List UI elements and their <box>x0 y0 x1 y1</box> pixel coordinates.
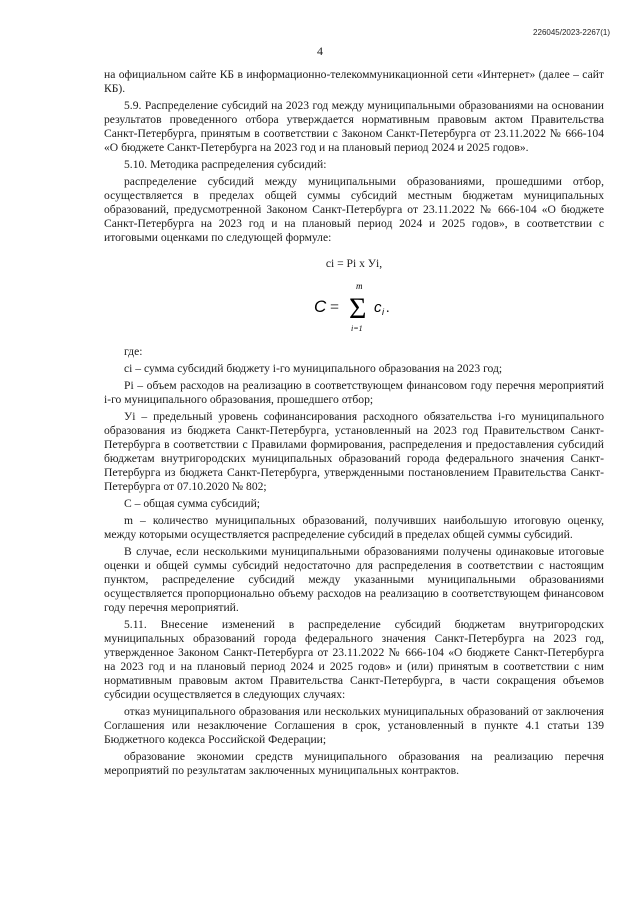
formula-ci: ci = Pi x Уi, <box>325 257 383 270</box>
paragraph-site-kb: на официальном сайте КБ в информационно-телекоммуникационной сети «Интернет» (далее – сайт КБ). <box>104 68 604 95</box>
paragraph-refusal: отказ муниципального образования или нескольких муниципальных образований от заключения Соглашения или незаключение Соглашения в срок, установленный в пункте 4.1 статьи 139 Бюджетного кодекса Российской Федерации; <box>104 705 604 746</box>
formula-equals: = <box>330 299 340 316</box>
page-number: 4 <box>317 44 323 58</box>
sum-formula-graphic <box>274 279 434 335</box>
paragraph-equal-scores: В случае, если несколькими муниципальными образованиями получены одинаковые итоговые оценки и общей суммы субсидий недостаточно для распределения в соответствии с настоящим пунктом, распределение субсидий между указанными муниципальными образованиями осуществляется пропорционально объему расходов на реализацию в соответствующем финансовом году перечня мероприятий. <box>104 545 604 614</box>
formula-sum <box>104 279 604 335</box>
paragraph-5-11: 5.11. Внесение изменений в распределение субсидий бюджетам внутригородских муниципальных образований города федерального значения Санкт-Петербурга на 2023 год, утвержденное Законом Санкт-Петербурга от 23.11.2022 № 666-104 «О бюджете Санкт-Петербурга на 2023 год и на плановый период 2024 и 2025 годов» и (или) принятым в соответствии с ним нормативным правовым актом Правительства Санкт-Петербурга, в части сокращения объемов субсидии осуществляется в следующих случаях: <box>104 618 604 701</box>
document-number: 226045/2023-2267(1) <box>533 28 610 37</box>
formula-term: c <box>374 299 382 316</box>
paragraph-methodology: распределение субсидий между муниципальными образованиями, прошедшими отбор, осуществляется в пределах общей суммы субсидий местным бюджетам муниципальных образований, предусмотренной Законом Санкт-Петербурга от 23.11.2022 № 666-104 «О бюджете Санкт-Петербурга на 2023 год и на плановый период 2024 и 2025 годов», в соответствии с итоговыми оценками по следующей формуле: <box>104 175 604 244</box>
formula-lower: i=1 <box>351 324 363 333</box>
definition-yi: Уi – предельный уровень софинансирования расходного обязательства i-го муниципального образования из бюджета Санкт-Петербурга, установленный на 2023 год Правительством Санкт-Петербурга в соответствии с Правилами формирования, распределения и предоставления субсидий бюджетам внутригородских муниципальных образований города федерального значения Санкт-Петербурга из бюджета Санкт-Петербурга, утвержденными постановлением Правительства Санкт-Петербурга от 07.10.2020 № 802; <box>104 410 604 493</box>
definition-ci: ci – сумма субсидий бюджету i-го муниципального образования на 2023 год; <box>124 362 503 375</box>
definition-pi: Pi – объем расходов на реализацию в соответствующем финансовом году перечня мероприятий i-го муниципального образования, прошедшего отбор; <box>104 379 604 406</box>
formula-tail: . <box>386 301 390 316</box>
definition-m: m – количество муниципальных образований, получивших наибольшую итоговую оценку, между которыми осуществляется распределение субсидий в пределах общей суммы субсидий. <box>104 514 604 541</box>
formula-upper: m <box>356 281 363 291</box>
formula-lhs: C <box>314 297 327 316</box>
paragraph-5-10-heading: 5.10. Методика распределения субсидий: <box>124 158 327 171</box>
sigma-icon: Σ <box>349 292 367 325</box>
paragraph-5-9: 5.9. Распределение субсидий на 2023 год между муниципальными образованиями на основании результатов проведенного отбора утверждается нормативным правовым актом Правительства Санкт-Петербурга, принятым в соответствии с Законом Санкт-Петербурга от 23.11.2022 № 666-104 «О бюджете Санкт-Петербурга на 2023 год и на плановый период 2024 и 2025 годов». <box>104 99 604 154</box>
formula-sub: i <box>382 307 384 317</box>
where-label: где: <box>124 345 143 358</box>
definition-c: С – общая сумма субсидий; <box>124 497 261 510</box>
paragraph-savings: образование экономии средств муниципального образования на реализацию перечня мероприятий по результатам заключенных муниципальных контрактов. <box>104 750 604 777</box>
document-body <box>104 68 604 781</box>
